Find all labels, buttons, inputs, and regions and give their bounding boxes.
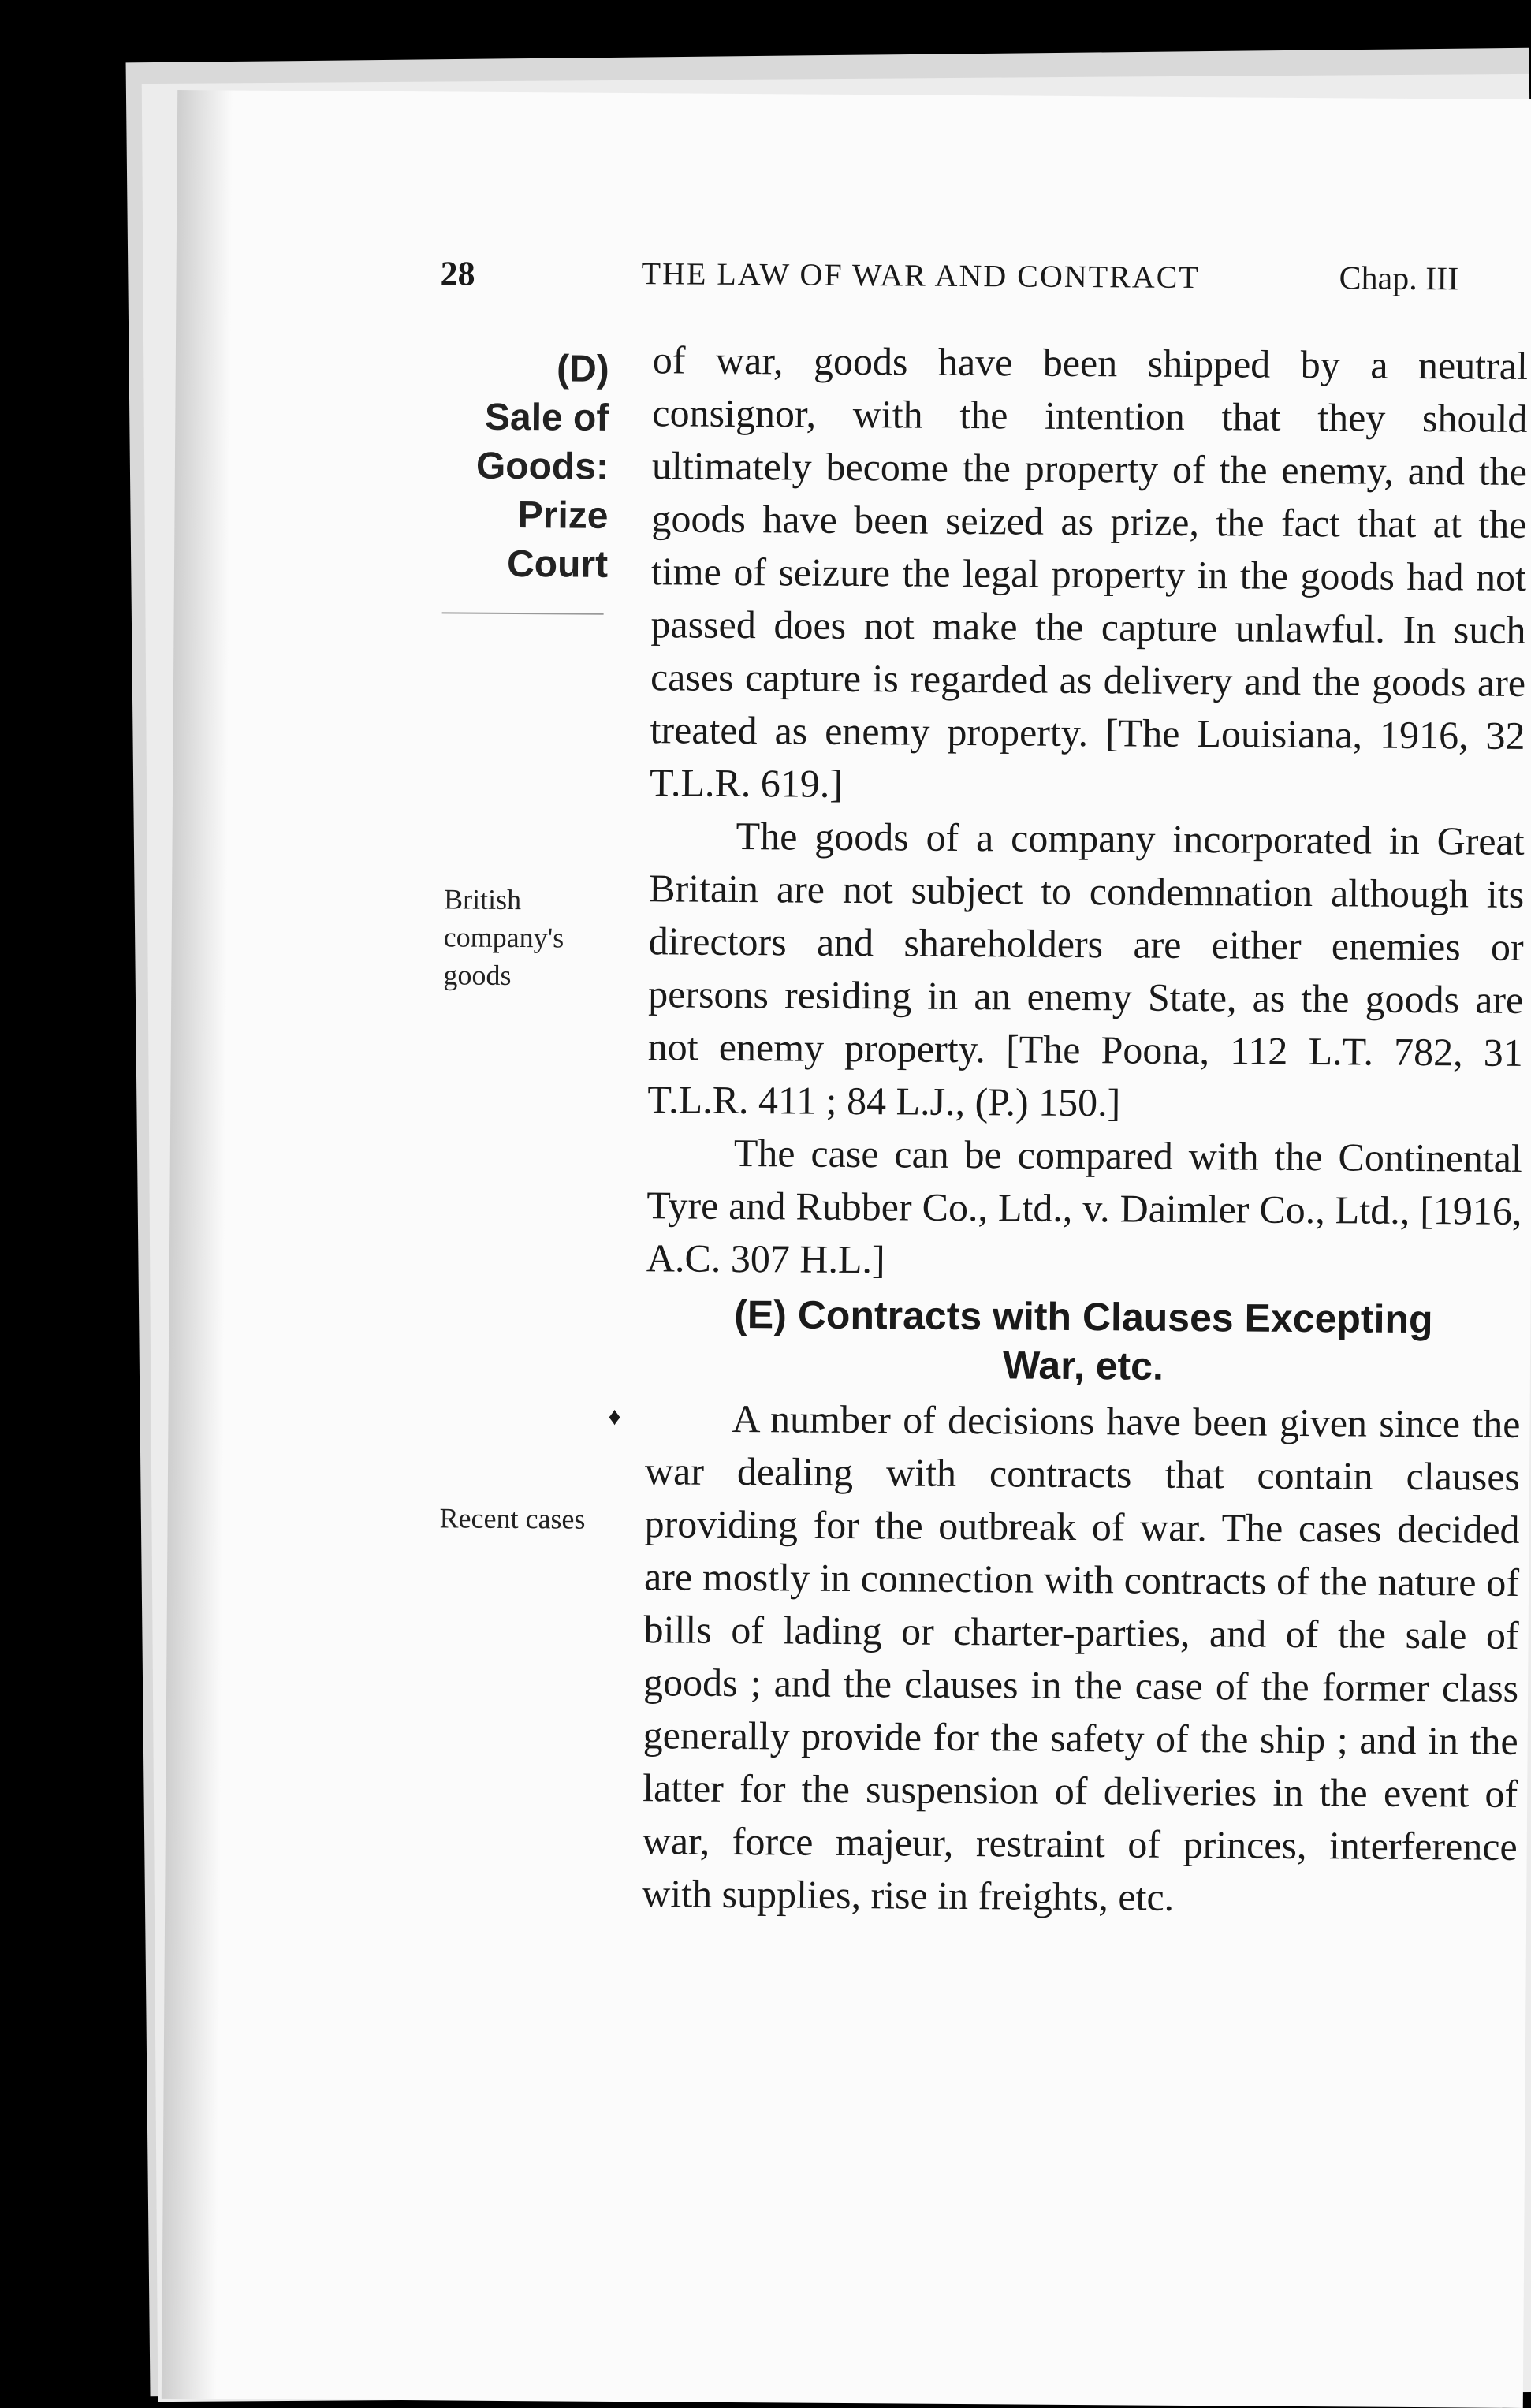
section-e-heading-line-2: War, etc. <box>1002 1343 1164 1389</box>
section-e-heading <box>646 1289 1522 1393</box>
running-title: THE LAW OF WAR AND CONTRACT <box>641 255 1200 296</box>
page-number: 28 <box>440 254 475 293</box>
sidenote-line: Goods: <box>475 445 609 488</box>
chapter-label: Chap. III <box>1339 260 1459 298</box>
bullet-mark: ♦ <box>608 1401 621 1430</box>
sidenote-line: Court <box>506 542 609 586</box>
sidenote-line: (D) <box>556 348 609 390</box>
paragraph-1: of war, goods have been shipped by a neutral consignor, with the intention that they should ultimately become the property of the enemy, and the goods have been seized as prize, the fact that at the time of seizure the legal property in the goods had not passed does not make the capture unlawful. In such cases capture is regarded as delivery and the goods are treated as enemy property. [The Louisiana, 1916, 32 T.L.R. 619.] <box>649 337 1529 806</box>
page-header <box>176 252 1531 308</box>
paragraph-4: A number of decisions have been given since the war dealing with contracts that contain clauses providing for the outbreak of war. The cases decided are mostly in connection with contracts of the nature of bills of lading or charter-parties, and of the sale of goods ; and the clauses in the case of the former class generally provide for the safety of the ship ; and in the latter for the suspension of deliveries in the event of war, force majeur, restraint of princes, interference with supplies, rise in freights, etc. <box>642 1396 1521 1919</box>
sidenote-recent-cases: Recent cases <box>439 1502 586 1535</box>
book-page <box>162 90 1531 2408</box>
paragraph-3: The case can be compared with the Continental Tyre and Rubber Co., Ltd., v. Daimler Co., Ltd., [1916, A.C. 307 H.L.] <box>646 1130 1523 1282</box>
main-text <box>642 334 1528 1926</box>
paragraph-2: The goods of a company incorporated in Great Britain are not subject to condemnation although its directors and shareholders are either enemies or persons residing in an enemy State, as the goods are not enemy property. [The Poona, 112 L.T. 782, 31 T.L.R. 411 ; 84 L.J., (P.) 150.] <box>647 813 1525 1125</box>
sidenote-section-d <box>442 344 609 589</box>
section-e-heading-line-1: (E) Contracts with Clauses Excepting <box>734 1292 1433 1342</box>
sidenote-line: Prize <box>517 494 609 537</box>
sidenote-divider <box>442 612 604 614</box>
sidenote-british-company: British company's goods <box>443 883 564 991</box>
sidenote-line: Sale of <box>484 396 609 439</box>
